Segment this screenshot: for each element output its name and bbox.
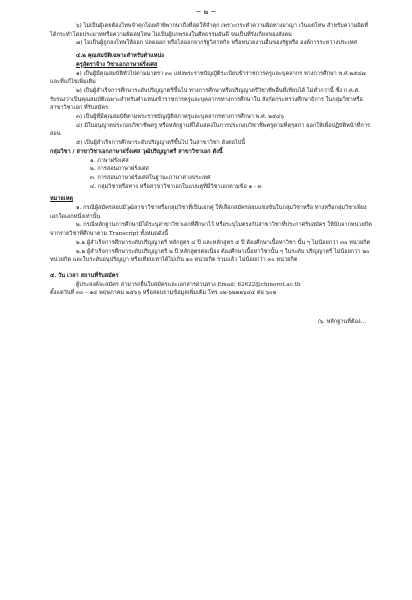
note-2-2: ๒.๒ ผู้สำเร็จการศึกษาระดับปริญญาตรี ๒ ปี หลักสูตรต่อเนื่อง ต้องศึกษาเนื้อหาวิชานั้น ๆ ในระดับ ปริญญาตรี ไม่น้อยกว่า ๒๐ หน่วยกิต และในระดับอนุปริญญา หรือเทียบเท่าได้ไม่เกิน ๑๐ หน่วยกิต รวมแล้ว ไม่น้อยกว่า ๓๐ หน่วยกิต xyxy=(50,248,370,264)
section-5-line-2: ตั้งแต่วันที่ ๓๐ – ๑๔ พฤษภาคม ๒๕๖๖ หรือสอบถามข้อมูลเพิ่มเติม โทร ๐๒-๖๒๒๒๖๔๔ ต่อ ๖๐๒ xyxy=(50,290,277,297)
notes-title: หมายเหตุ xyxy=(50,196,74,203)
qualification-4: ๔) มีใบอนุญาตประกอบวิชาชีพครู หรือหลักฐานที่ได้แสดงในการประกอบวิชาชีพครูตามที่คุรุสภา ออกให้เพื่อปฏิบัติหน้าที่การสอน xyxy=(50,122,370,138)
section-5-title: ๕. วัน เวลา สถานที่รับสมัคร xyxy=(50,272,119,279)
next-page-continuation: /๖. หลักฐานที่ต้อง... xyxy=(317,319,366,326)
paragraph-6: ๖) ไม่เป็นผู้เคยต้องโทษจำคุกโดยคำพิพากษาถึงที่สุดให้จำคุก เพราะกระทำความผิดทางอาญา เว้นแต่โทษ สำหรับความผิดที่ได้กระทำโดยประมาทหรือความผิดลหุโทษ ไม่เป็นผู้บกพร่องในศีลธรรมอันดี จนเป็นที่รังเกียจของสังคม xyxy=(50,23,369,38)
page-number: ~ ๒ ~ xyxy=(195,8,217,16)
section-4-2-subtitle: ครูอัตราจ้าง วิชาเอกภาษาฝรั่งเศส xyxy=(76,61,158,68)
section-4-2-title: ๔.๒ คุณสมบัติเฉพาะสำหรับตำแหน่ง xyxy=(76,53,165,60)
qualification-3: ๓) เป็นผู้ที่มีคุณสมบัติตามพระราชบัญญัติสภาครูและบุคลากรทางการศึกษา พ.ศ. ๒๕๔๖ xyxy=(76,114,284,121)
document-body xyxy=(50,22,372,327)
note-2: ๒. กรณีหลักฐานการศึกษามิได้ระบุสาขาวิชาเอกที่ศึกษาไว้ หรือระบุไม่ตรงกับสาขาวิชาที่ประกาศรับสมัคร ให้นับจากหน่วยกิต จากรายวิชาที่ศึกษาตาม Transcript ทั้งหมดดังนี้ xyxy=(50,222,372,238)
qualification-5: ๕) เป็นผู้สำเร็จการศึกษาระดับปริญญาตรีขึ้นไป ในสาขาวิชา ดังต่อไปนี้ xyxy=(76,140,246,147)
major-item: ๓. การสอนภาษาฝรั่งเศสในฐานะภาษาต่างประเทศ xyxy=(90,174,211,181)
qualification-2: ๒) เป็นผู้สำเร็จการศึกษาระดับปริญญาตรีขึ้นไป ทางการศึกษาหรือปริญญาตรีวิชาชีพอื่นที่เทียบได้ ไม่ต่ำกว่านี้ ซึ่ง ก.ค.ศ. รับรองว่าเป็นคุณสมบัติเฉพาะสำหรับตำแหน่งข้าราชการครูและบุคลากรทางการศึกษาใน สังกัดกระทรวงศึกษาธิการ ในกลุ่มวิชาหรือสาขาวิชาเอก ที่รับสมัคร xyxy=(50,87,363,112)
paragraph-7: ๗) ไม่เป็นผู้ถูกลงโทษให้ออก ปลดออก หรือไล่ออกจากรัฐวิสาหกิจ หรือหน่วยงานอื่นของรัฐหรือ องค์การระหว่างประเทศ xyxy=(76,40,357,47)
group-title: กลุ่มวิชา / สาขาวิชาเอกภาษาฝรั่งเศส วุฒิปริญญาตรี สาขาวิชาเอก ดังนี้ xyxy=(50,148,223,155)
note-1: ๑. กรณีผู้สมัครสอบมีวุฒิสาขาวิชาหรือกลุ่มวิชาที่เป็นเอกคู่ ให้เลือกสมัครสอบแข่งขันในกลุ่มวิชาหรือ ทางหรือกลุ่มวิชาเพียงเอกใดเอกหนึ่งเท่านั้น xyxy=(50,205,367,220)
note-2-1: ๒.๑ ผู้สำเร็จการศึกษาระดับปริญญาตรี หลักสูตร ๔ ปี และหลักสูตร ๕ ปี ต้องศึกษาเนื้อหาวิชา นั้น ๆ ไม่น้อยกว่า ๓๐ หน่วยกิต xyxy=(76,239,371,246)
major-item: ๑. ภาษาฝรั่งเศส xyxy=(90,157,129,164)
qualification-1: ๑) เป็นผู้มีคุณสมบัติทั่วไปตามมาตรา ๓๐ แห่งพระราชบัญญัติระเบียบข้าราชการครูและบุคลากร ทางการศึกษา พ.ศ.๒๕๔๗ และที่แก้ไขเพิ่มเติม xyxy=(50,70,366,86)
section-5-line-1: ผู้ประสงค์จะสมัคร สามารถยื่นใบสมัครและเอกสารผ่านทาง Email: 62622@chinorot.ac.th xyxy=(76,281,301,288)
major-item: ๔. กลุ่มวิชาหรือทาง หรือสาขาวิชาเอกในแบบคู่ที่มีวิชาเอกตามข้อ ๑ - ๓ xyxy=(90,183,262,190)
major-item: ๒. การสอนภาษาฝรั่งเศส xyxy=(90,166,149,173)
